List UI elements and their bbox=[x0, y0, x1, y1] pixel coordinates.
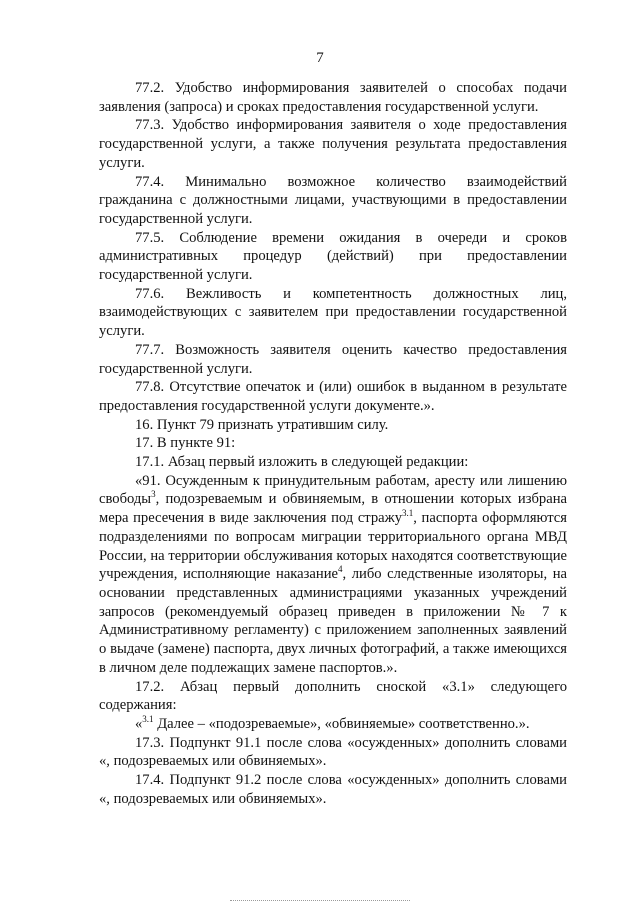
p91-text-b: , подозреваемым и обвиняемым, в отношении которых избрана мера пресечения в виде заключения под стражу bbox=[99, 491, 567, 527]
paragraph-77-8: 77.8. Отсутствие опечаток и (или) ошибок в выданном в результате предоставления государственной услуги документе.». bbox=[99, 379, 567, 414]
paragraph-77-7: 77.7. Возможность заявителя оценить качество предоставления государственной услуги. bbox=[99, 341, 567, 377]
paragraph-16: 16. Пункт 79 признать утратившим силу. bbox=[135, 416, 389, 433]
footnote-mark-3-1: 3.1 bbox=[142, 713, 154, 724]
paragraph-91 bbox=[99, 472, 567, 678]
paragraph-17-3: 17.3. Подпункт 91.1 после слова «осужденных» дополнить словами «, подозреваемых или обвиняемых». bbox=[99, 734, 567, 770]
p91-text-d: , либо следственные изоляторы, на основании представленных администрациями указанных учреждений запросов (рекомендуемый образец приведен в приложении № 7 к Административному регламенту) с приложением заполненных заявлений о выдаче (замене) паспорта, двух личных фотографий, а также имеющихся в личном деле подлежащих замене паспортов.». bbox=[99, 566, 567, 676]
document-body bbox=[99, 79, 567, 808]
paragraph-77-5: 77.5. Соблюдение времени ожидания в очереди и сроков административных процедур (действий) при предоставлении государственной услуги. bbox=[99, 229, 567, 284]
footnote-open-quote: « bbox=[135, 715, 143, 732]
p91-text-c: , паспорта оформляются подразделениями по вопросам миграции территориального органа МВД России, на территории обслуживания которых находятся соответствующие учреждения, исполняющие наказание bbox=[99, 510, 567, 583]
paragraph-77-2: 77.2. Удобство информирования заявителей о способах подачи заявления (запроса) и сроках предоставления государственной услуги. bbox=[99, 80, 567, 115]
paragraph-17-2: 17.2. Абзац первый дополнить сноской «3.1» следующего содержания: bbox=[99, 678, 567, 714]
paragraph-17-4: 17.4. Подпункт 91.2 после слова «осужденных» дополнить словами «, подозреваемых или обвиняемых». bbox=[99, 772, 567, 807]
paragraph-77-4: 77.4. Минимально возможное количество взаимодействий гражданина с должностными лицами, участвующими в предоставлении государственной услуги. bbox=[99, 173, 567, 227]
paragraph-17-1: 17.1. Абзац первый изложить в следующей редакции: bbox=[135, 454, 469, 471]
footnote-ref-4: 4 bbox=[338, 564, 343, 575]
paragraph-77-6: 77.6. Вежливость и компетентность должностных лиц, взаимодействующих с заявителем при предоставлении государственной услуги. bbox=[99, 285, 567, 340]
paragraph-17: 17. В пункте 91: bbox=[135, 435, 236, 452]
footnote-ref-3: 3 bbox=[151, 489, 156, 500]
paragraph-77-3: 77.3. Удобство информирования заявителя о ходе предоставления государственной услуги, а также получения результата предоставления услуги. bbox=[99, 117, 567, 171]
footnote-ref-3-1: 3.1 bbox=[402, 508, 414, 519]
page-number: 7 bbox=[316, 50, 324, 66]
p91-text-a: «91. Осужденным к принудительным работам, аресту или лишению свободы bbox=[99, 472, 567, 508]
footnote-text: Далее – «подозреваемые», «обвиняемые» соответственно.». bbox=[153, 715, 530, 732]
scan-edge-line bbox=[230, 900, 410, 901]
footnote-text-paragraph bbox=[99, 715, 567, 734]
